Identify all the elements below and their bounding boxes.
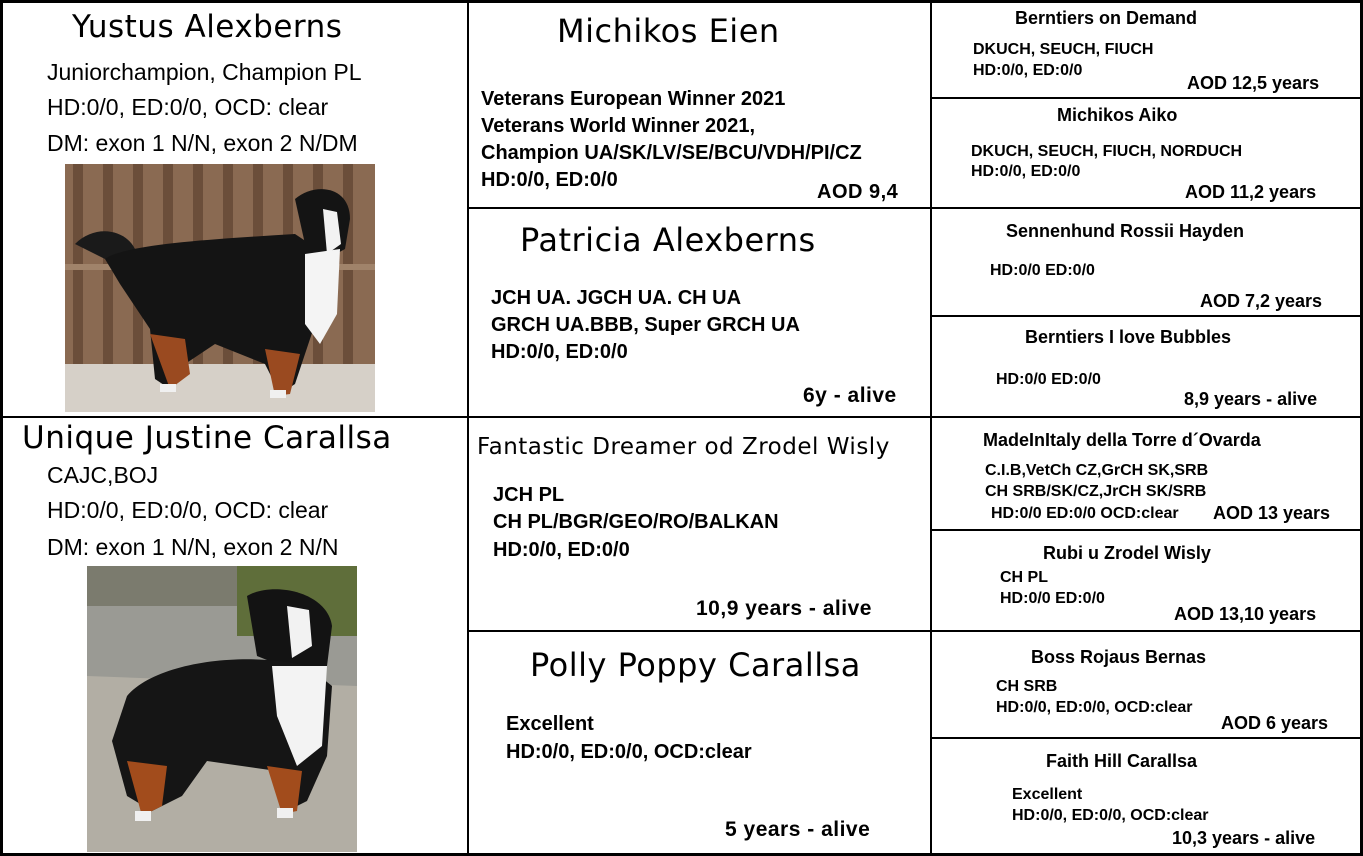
gen3-age: AOD 12,5 years — [1187, 73, 1320, 93]
sire-name: Yustus Alexberns — [72, 9, 343, 45]
gen3-health: HD:0/0, ED:0/0 — [973, 62, 1083, 79]
gen3-health: HD:0/0, ED:0/0 — [971, 163, 1081, 180]
border-left — [0, 0, 3, 856]
gen3-name: Faith Hill Carallsa — [1046, 751, 1198, 771]
gen3-name: Berntiers I love Bubbles — [1025, 327, 1232, 347]
dam-sire-title-1: JCH PL — [493, 484, 565, 506]
divider-gen2-bottom — [467, 630, 932, 632]
gen3-name: MadeInItaly della Torre d´Ovarda — [983, 430, 1261, 450]
divider-gen3-3 — [930, 315, 1363, 317]
gen3-title: CH SRB — [996, 678, 1058, 695]
gen3-health: HD:0/0, ED:0/0, OCD:clear — [996, 699, 1193, 716]
gen3-age: AOD 6 years — [1221, 713, 1329, 733]
divider-gen3-2 — [930, 207, 1363, 209]
gen3-age: 8,9 years - alive — [1184, 389, 1318, 409]
dam-sire-age: 10,9 years - alive — [696, 597, 872, 620]
divider-gen2-top — [467, 207, 932, 209]
gen3-health: HD:0/0 ED:0/0 OCD:clear — [991, 505, 1179, 522]
dam-dam-age: 5 years - alive — [725, 818, 871, 841]
gen3-name: Michikos Aiko — [1057, 105, 1178, 125]
gen3-title: DKUCH, SEUCH, FIUCH — [973, 41, 1154, 58]
gen3-name: Boss Rojaus Bernas — [1031, 647, 1207, 667]
gen3-health: HD:0/0, ED:0/0, OCD:clear — [1012, 807, 1209, 824]
dam-sire-title-2: CH PL/BGR/GEO/RO/BALKAN — [493, 511, 779, 533]
gen3-age: 10,3 years - alive — [1172, 828, 1316, 848]
gen3-title: DKUCH, SEUCH, FIUCH, NORDUCH — [971, 143, 1243, 160]
dam-name: Unique Justine Carallsa — [22, 420, 392, 456]
gen3-title: C.I.B,VetCh CZ,GrCH SK,SRB — [985, 462, 1209, 479]
gen3-title: Excellent — [1012, 786, 1083, 803]
divider-gen3-6 — [930, 630, 1363, 632]
gen3-age: AOD 13,10 years — [1174, 604, 1317, 624]
gen3-title: CH SRB/SK/CZ,JrCH SK/SRB — [985, 483, 1207, 500]
sire-dam-title-2: GRCH UA.BBB, Super GRCH UA — [491, 314, 800, 336]
dam-photo — [87, 566, 357, 852]
gen3-name: Rubi u Zrodel Wisly — [1043, 543, 1211, 563]
sire-sire-age: AOD 9,4 — [817, 181, 899, 203]
sire-sire-title-1: Veterans European Winner 2021 — [481, 88, 786, 110]
dam-dm: DM: exon 1 N/N, exon 2 N/N — [47, 534, 339, 560]
gen3-health: HD:0/0 ED:0/0 — [990, 262, 1095, 279]
dam-titles: CAJC,BOJ — [47, 462, 159, 488]
dam-dam-name: Polly Poppy Carallsa — [530, 646, 861, 684]
sire-sire-health: HD:0/0, ED:0/0 — [481, 169, 618, 191]
dam-sire-name: Fantastic Dreamer od Zrodel Wisly — [477, 434, 890, 460]
gen3-health: HD:0/0 ED:0/0 — [996, 371, 1101, 388]
divider-col-1 — [467, 0, 469, 856]
sire-health: HD:0/0, ED:0/0, OCD: clear — [47, 94, 329, 120]
sire-dam-age: 6y - alive — [803, 384, 897, 407]
divider-gen1 — [0, 416, 1363, 418]
dam-sire-health: HD:0/0, ED:0/0 — [493, 539, 630, 561]
dam-dam-title-1: Excellent — [506, 713, 594, 735]
border-top — [0, 0, 1363, 3]
gen3-age: AOD 7,2 years — [1200, 291, 1323, 311]
gen3-name: Berntiers on Demand — [1015, 8, 1198, 28]
sire-dm: DM: exon 1 N/N, exon 2 N/DM — [47, 130, 358, 156]
dam-health: HD:0/0, ED:0/0, OCD: clear — [47, 497, 329, 523]
divider-gen3-5 — [930, 529, 1363, 531]
dam-dam-health: HD:0/0, ED:0/0, OCD:clear — [506, 741, 752, 763]
gen3-name: Sennenhund Rossii Hayden — [1006, 221, 1245, 241]
divider-col-2 — [930, 0, 932, 856]
divider-gen3-1 — [930, 97, 1363, 99]
gen3-age: AOD 13 years — [1213, 503, 1331, 523]
gen3-age: AOD 11,2 years — [1185, 182, 1317, 202]
sire-sire-title-3: Champion UA/SK/LV/SE/BCU/VDH/PI/CZ — [481, 142, 862, 164]
sire-photo — [65, 164, 375, 412]
sire-sire-title-2: Veterans World Winner 2021, — [481, 115, 755, 137]
gen3-health: HD:0/0 ED:0/0 — [1000, 590, 1105, 607]
sire-sire-name: Michikos Eien — [557, 12, 780, 50]
sire-dam-health: HD:0/0, ED:0/0 — [491, 341, 628, 363]
gen3-title: CH PL — [1000, 569, 1048, 586]
sire-dam-name: Patricia Alexberns — [520, 221, 816, 259]
sire-dam-title-1: JCH UA. JGCH UA. CH UA — [491, 287, 742, 309]
sire-titles: Juniorchampion, Champion PL — [47, 59, 362, 85]
divider-gen3-7 — [930, 737, 1363, 739]
